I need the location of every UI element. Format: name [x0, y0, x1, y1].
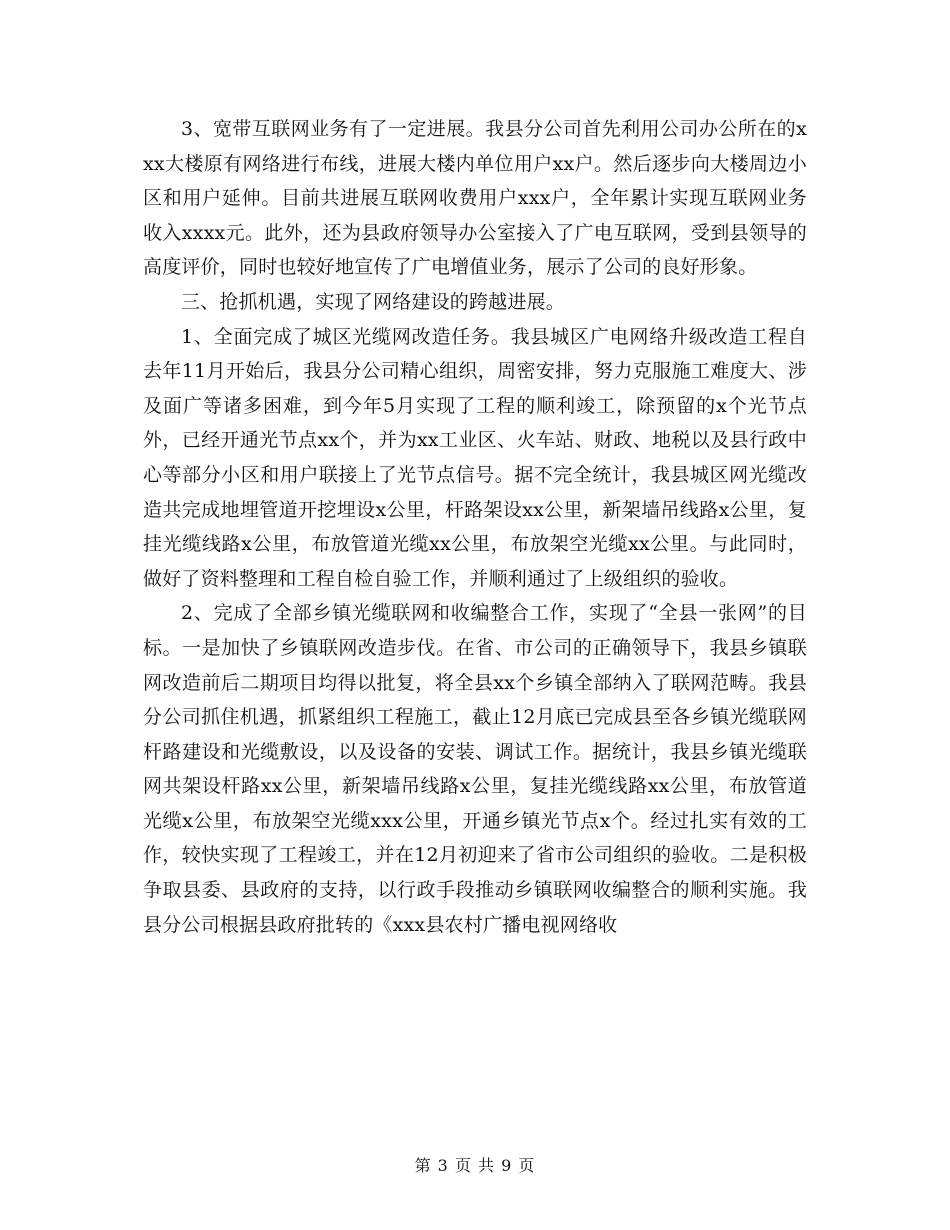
paragraph-broadband: 3、宽带互联网业务有了一定进展。我县分公司首先利用公司办公所在的xxx大楼原有网络进行布线，进展大楼内单位用户xx户。然后逐步向大楼周边小区和用户延伸。目前共进展互联网收费用户xxx户，全年累计实现互联网业务收入xxxx元。此外，还为县政府领导办公室接入了广电互联网，受到县领导的高度评价，同时也较好地宣传了广电增值业务，展示了公司的良好形象。 [143, 118, 807, 279]
section-heading-three: 三、抢抓机遇，实现了网络建设的跨越进展。 [181, 290, 566, 313]
document-body [143, 112, 807, 942]
page-footer: 第 3 页 共 9 页 [414, 1156, 536, 1175]
paragraph-urban-fiber: 1、全面完成了城区光缆网改造任务。我县城区广电网络升级改造工程自去年11月开始后，我县分公司精心组织，周密安排，努力克服施工难度大、涉及面广等诸多困难，到今年5月实现了工程的顺利竣工，除预留的x个光节点外，已经开通光节点xx个，并为xx工业区、火车站、财政、地税以及县行政中心等部分小区和用户联接上了光节点信号。据不完全统计，我县城区网光缆改造共完成地埋管道开挖埋设x公里，杆路架设xx公里，新架墙吊线路x公里，复挂光缆线路x公里，布放管道光缆xx公里，布放架空光缆xx公里。与此同时，做好了资料整理和工程自检自验工作，并顺利通过了上级组织的验收。 [143, 325, 807, 590]
paragraph-township-network: 2、完成了全部乡镇光缆联网和收编整合工作，实现了“全县一张网”的目标。一是加快了乡镇联网改造步伐。在省、市公司的正确领导下，我县乡镇联网改造前后二期项目均得以批复，将全县xx个乡镇全部纳入了联网范畴。我县分公司抓住机遇，抓紧组织工程施工，截止12月底已完成县至各乡镇光缆联网杆路建设和光缆敷设，以及设备的安装、调试工作。据统计，我县乡镇光缆联网共架设杆路xx公里，新架墙吊线路x公里，复挂光缆线路xx公里，布放管道光缆x公里，布放架空光缆xxx公里，开通乡镇光节点x个。经过扎实有效的工作，较快实现了工程竣工，并在12月初迎来了省市公司组织的验收。二是积极争取县委、县政府的支持，以行政手段推动乡镇联网收编整合的顺利实施。我县分公司根据县政府批转的《xxx县农村广播电视网络收 [143, 602, 807, 936]
